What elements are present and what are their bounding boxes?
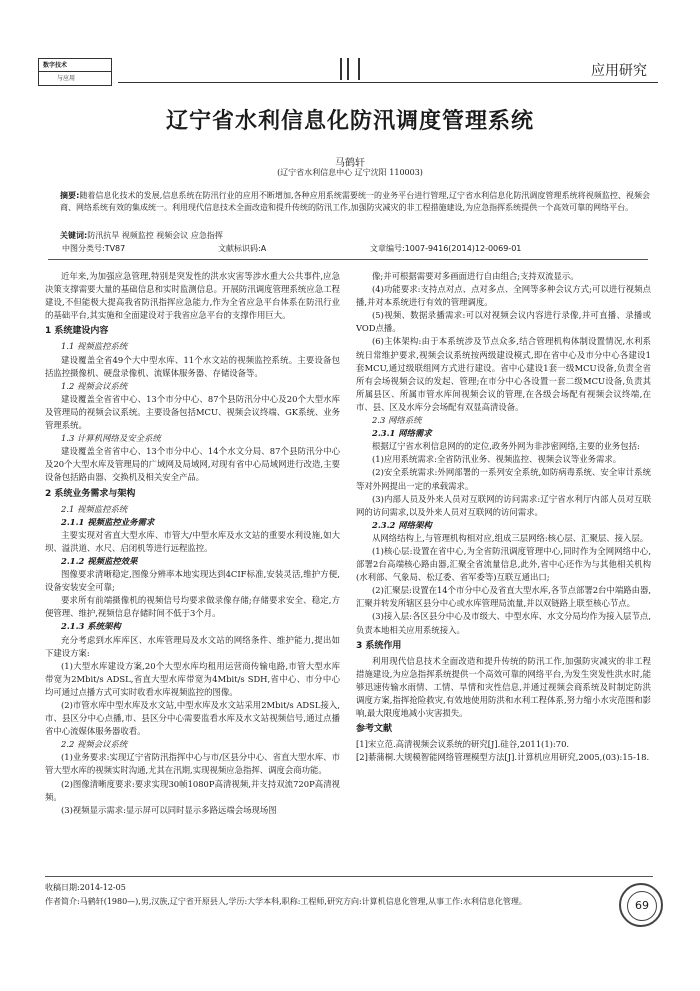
paper-title: 辽宁省水利信息化防汛调度管理系统	[165, 108, 534, 134]
section-heading: 1 系统建设内容	[45, 326, 109, 337]
received-date: 收稿日期:2014-12-05	[45, 883, 126, 892]
subsection-heading: 2.1.3 系统架构	[61, 621, 121, 632]
paragraph: (1)核心层:设置在省中心,为全省防汛调度管理中心,同时作为全网网络中心,部署2台高端核心路由器,汇聚全省流量信息,此外,省中心还作为与其他相关机构(水利部、气象局、松辽委、省军委等)互联互通出口;	[356, 545, 651, 583]
keywords-text: 防汛抗旱 视频监控 视频会议 应急指挥	[87, 231, 223, 240]
document-code: 文献标识码:A	[218, 244, 267, 253]
reference-item: [2]綦蒲桐.大规模智能网络管理模型方法[J].计算机应用研究,2005,(03):15-18.	[356, 752, 650, 763]
subsection-heading: 1.1 视频监控系统	[61, 341, 128, 352]
paragraph: (3)视频显示需求:显示屏可以同时显示多路远端会场现场图	[61, 804, 277, 815]
left-column	[45, 270, 340, 817]
header-rule	[118, 82, 658, 83]
page-number-badge	[619, 883, 663, 927]
subsection-heading: 2.3.1 网络需求	[372, 428, 432, 439]
paragraph: 图像要求清晰稳定,图像分辨率本地实现达到4CIF标准,安装灵活,维护方便,设备安装安全可靠;	[45, 569, 340, 593]
article-number: 文章编号:1007-9416(2014)12-0069-01	[370, 244, 522, 253]
paragraph: (2)汇聚层:设置在14个市分中心及省直大型水库,各节点部署2台中端路由器,汇聚并转发所辖区县分中心或水库管理局流量,并以双链路上联至核心节点。	[356, 585, 651, 609]
section-heading: 3 系统作用	[356, 640, 402, 651]
author-name: 马鹤轩	[335, 158, 365, 169]
paragraph: 从网络结构上,与管理机构相对应,组成三层网络:核心层、汇聚层、接入层。	[372, 532, 649, 543]
paragraph: (2)图像清晰度要求:要求实现30帧1080P高清视频,并支持双流720P高清视频。	[45, 778, 340, 802]
paragraph: 利用现代信息技术全面改造和提升传统的防汛工作,加强防灾减灾的非工程措施建设,为应急指挥系统提供一个高效可靠的网络平台,为发生突发性洪水时,能够迅速传输水雨情、工情、旱情和灾性信息,并通过视频会商系统及时制定防洪调度方案,指挥抢险救灾,有效地使用防洪和水利工程体系,努力缩小水灾范围和影响,最大限度地减小灾害损失。	[356, 655, 651, 719]
page-number: 69	[627, 891, 657, 921]
subsection-heading: 2.3 网络系统	[372, 415, 422, 426]
header-separator	[48, 259, 648, 260]
reference-item: [1]宋立范.高清视频会议系统的研究[J].硅谷,2011(1):70.	[356, 739, 570, 750]
author-affiliation: (辽宁省水利信息中心 辽宁沈阳 110003)	[277, 168, 423, 177]
header-bars-decoration	[340, 58, 362, 80]
paragraph: 近年来,为加强应急管理,特别是突发性的洪水灾害等涉水重大公共事件,应急决策支撑需要大量的基础信息和实时监测信息。开展防汛调度管理系统应急工程建设,不但能极大提高我省防汛指挥应急能力,作为全省应急平台体系在防汛行业的基础平台,其实施和全面建设对于我省应急平台的支撑作用巨大。	[45, 271, 340, 321]
paragraph: 主要实现对省直大型水库、市管大/中型水库及水文站的重要水利设施,如大坝、溢洪道、水尺、启闭机等进行远程监控。	[45, 529, 340, 553]
abstract	[60, 190, 650, 214]
subsection-heading: 2.2 视频会议系统	[61, 739, 128, 750]
journal-logo-line1: 数字技术	[43, 62, 68, 69]
abstract-label: 摘要:	[60, 191, 80, 200]
paragraph: 要求所有前端摄像机的视频信号均要求做录像存储;存储要求安全、稳定,方便管理、维护,视频信息存储时间不低于3个月。	[45, 595, 340, 619]
subsection-heading: 2.3.2 网络架构	[372, 519, 432, 530]
paragraph: (1)应用系统需求:全省防汛业务、视频监控、视频会议等业务需求。	[372, 454, 622, 465]
paragraph: (3)接入层:各区县分中心及市级大、中型水库、水文分局均作为接入层节点,负责本地相关应用系统接入。	[356, 611, 651, 635]
subsection-heading: 2.1 视频监控系统	[61, 503, 128, 514]
paragraph: (5)视频、数据录播需求:可以对视频会议内容进行录像,并可直播、录播或VOD点播。	[356, 310, 651, 334]
abstract-text: 随着信息化技术的发展,信息系统在防汛行业的应用不断增加,各种应用系统需要统一的业务平台进行管理,辽宁省水利信息化防汛调度管理系统将视频监控、视频会商、网络系统有效的集成统一。利用现代信息技术全面改造和提升传统的防汛工作,加强防灾减灾的非工程措施建设,为应急指挥系统提供一个高效可靠的网络平台。	[60, 191, 651, 212]
paragraph: 像;并可根据需要对多画面进行自由组合;支持双流显示。	[372, 271, 579, 281]
keywords	[60, 230, 223, 241]
paragraph: 建设覆盖全省省中心、13个市分中心、14个水文分局、87个县防汛分中心及20个大型水库及管理局的广域网及局域网,对现有省中心局域网进行改造,主要设备包括路由器、交换机及相关安全产品。	[45, 446, 340, 483]
subsection-heading: 1.2 视频会议系统	[61, 380, 128, 391]
paragraph: (1)大型水库建设方案,20个大型水库均租用运营商传输电路,市管大型水库带宽为2Mbit/s ADSL,省直大型水库带宽为4Mbit/s SDH,省中心、市分中心均可通过点播方式可实时收看水库视频监控的图像。	[45, 660, 340, 697]
subsection-heading: 1.3 计算机网络及安全系统	[61, 433, 161, 444]
clc-number: 中图分类号:TV87	[62, 244, 126, 253]
section-heading: 2 系统业务需求与架构	[45, 488, 136, 499]
keywords-label: 关键词:	[60, 231, 88, 240]
paragraph: 充分考虑到水库库区、水库管理局及水文站的网络条件、维护能力,提出如下建设方案:	[45, 634, 340, 658]
journal-logo-line2: 与应用	[57, 75, 76, 82]
journal-logo	[38, 58, 112, 86]
footer-separator	[45, 876, 653, 877]
paragraph: 建设覆盖全省省中心、13个市分中心、87个县防汛分中心及20个大型水库及管理局的视频会议系统。主要设备包括MCU、视频会议终端、GK系统、业务管理系统。	[45, 393, 340, 431]
paragraph: (3)内部人员及外来人员对互联网的访问需求:辽宁省水利厅内部人员对互联网的访问需求,以及外来人员对互联网的访问需求。	[356, 493, 651, 517]
author-bio: 作者简介:马鹤轩(1980—),男,汉族,辽宁省开原县人,学历:大学本科,职称:工程师,研究方向:计算机信息化管理,从事工作:水利信息化管理。	[45, 897, 527, 906]
paragraph: 根据辽宁省水利信息网的的定位,政务外网为非涉密网络,主要的业务包括:	[372, 441, 640, 452]
paragraph: (2)市管水库中型水库及水文站,中型水库及水文站采用2Mbit/s ADSL接入,市、县区分中心点播,市、县区分中心需要监看水库及水文站视频信号,通过点播省中心流媒体服务器收看。	[45, 700, 340, 737]
paragraph: (6)主体架构:由于本系统涉及节点众多,结合管理机构体制设置情况,水利系统日常维护要求,视频会议系统按两级建设模式,即在省中心及市分中心各建设1套MCU,通过级联组网方式进行建设。省中心建设1套一级MCU设备,负责全省所有会场视频会议的发起、管理;在市分中心各设置一套二级MCU设备,负责其所属县区、所属市管水库间视频会议的管理,在各级会场配有视频会议终端,在市、县、区及水库分会场配有双显高清设备。	[356, 336, 651, 412]
right-column	[356, 270, 651, 764]
subsection-heading: 2.1.2 视频监控效果	[61, 555, 138, 566]
paragraph: (2)安全系统需求:外网部署的一系列安全系统,如防病毒系统、安全审计系统等对外网提出一定的承载需求。	[356, 467, 651, 491]
paragraph: 建设覆盖全省49个大中型水库、11个水文站的视频监控系统。主要设备包括监控摄像机、硬盘录像机、流媒体服务器、存储设备等。	[45, 354, 340, 378]
section-heading: 参考文献	[356, 724, 393, 735]
paragraph: (4)功能要求:支持点对点、点对多点、全网等多种会议方式;可以进行视频点播,并对本系统进行有效的管理调度。	[356, 284, 651, 308]
section-label: 应用研究	[591, 63, 647, 79]
paragraph: (1)业务要求:实现辽宁省防汛指挥中心与市/区县分中心、省直大型水库、市管大型水库的视频实时沟通,尤其在汛期,实现视频应急指挥、调度会商功能。	[45, 752, 340, 776]
subsection-heading: 2.1.1 视频监控业务需求	[61, 516, 155, 527]
